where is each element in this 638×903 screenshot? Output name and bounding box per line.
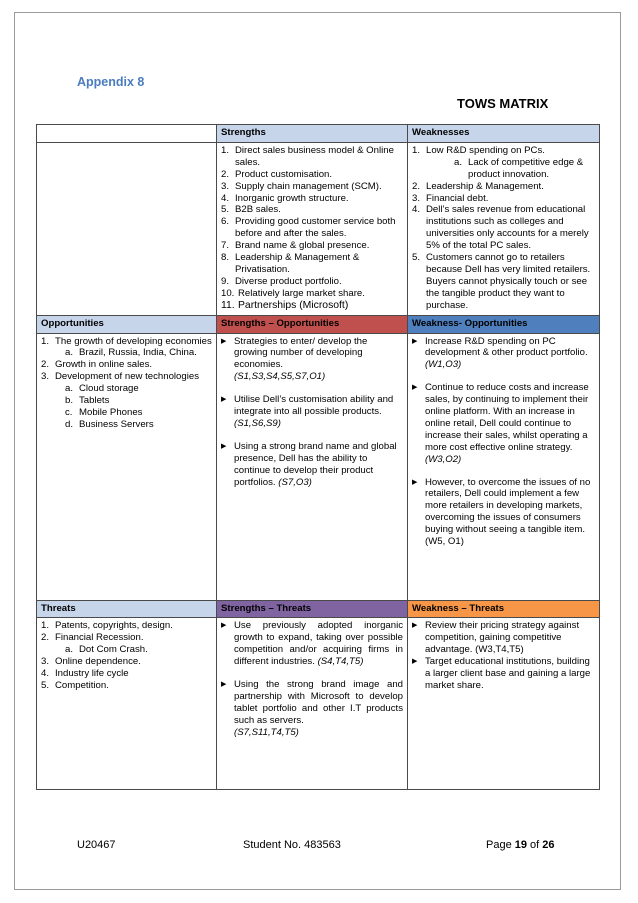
- wo-header: Weakness- Opportunities: [408, 315, 600, 333]
- list-item: 11. Partnerships (Microsoft): [221, 299, 349, 311]
- footer-page-number: Page 19 of 26: [486, 839, 555, 851]
- opportunities-header: Opportunities: [37, 315, 217, 333]
- arrow-bullet-icon: ▶: [221, 681, 227, 689]
- arrow-bullet-icon: ▶: [412, 384, 418, 392]
- bullet-item: ▶ However, to overcome the issues of no retailers, Dell could implement a few more retailers in developing markets, overcoming the issues of consumers buying without seeing a tangible item. (W5, O1): [412, 476, 591, 548]
- list-item: 3. Online dependence.: [41, 656, 141, 668]
- list-item: 1. Low R&D spending on PCs.: [412, 144, 545, 156]
- list-item: 1. Direct sales business model & Online sales.: [221, 144, 394, 168]
- list-item: 9. Diverse product portfolio.: [221, 275, 342, 287]
- sub-list-item: a. Cloud storage: [65, 383, 139, 395]
- list-item: 2. Growth in online sales.: [41, 359, 153, 371]
- list-item: 2. Leadership & Management.: [412, 180, 544, 192]
- bullet-item: ▶ Using the strong brand image and partnership with Microsoft to develop tablet portfolio and other I.T products such as servers. (S7,S11,T4,T5): [221, 679, 403, 738]
- arrow-bullet-icon: ▶: [221, 622, 227, 630]
- list-item: 5. Customers cannot go to retailers because Dell has very limited retailers. Buyers cannot physically touch or see the tangible product they want to purchase.: [412, 252, 591, 311]
- list-item: 5. B2B sales.: [221, 204, 281, 216]
- arrow-bullet-icon: ▶: [412, 658, 418, 666]
- strengths-cell: [217, 142, 408, 315]
- threats-cell: [37, 618, 217, 790]
- opportunities-cell: [37, 333, 217, 600]
- header-row-top: [37, 125, 600, 143]
- list-item: 3. Development of new technologies: [41, 371, 199, 383]
- so-cell: [217, 333, 408, 600]
- weaknesses-cell: [408, 142, 600, 315]
- sub-list-item: a. Lack of competitive edge & product innovation.: [454, 156, 584, 180]
- empty-corner-cell: [37, 125, 217, 143]
- appendix-label: Appendix 8: [77, 75, 145, 89]
- bullet-item: ▶ Using a strong brand name and global presence, Dell has the ability to continue to develop their product portfolios. (S7,O3): [221, 440, 397, 488]
- sw-content-row: [37, 142, 600, 315]
- list-item: 6. Providing good customer service both before and after the sales.: [221, 216, 396, 240]
- wt-header: Weakness – Threats: [408, 600, 600, 618]
- weaknesses-list: [412, 145, 595, 157]
- arrow-bullet-icon: ▶: [221, 442, 227, 450]
- threats-list: [41, 620, 212, 644]
- header-row-opportunities: [37, 315, 600, 333]
- footer-code: U20467: [77, 839, 116, 851]
- arrow-bullet-icon: ▶: [221, 337, 227, 345]
- list-item: 4. Dell’s sales revenue from educational institutions such as colleges and universities only accounts for a merely 5% of the total PC sales.: [412, 204, 589, 252]
- so-header: Strengths – Opportunities: [217, 315, 408, 333]
- list-item: 1. The growth of developing economies: [41, 335, 212, 347]
- arrow-bullet-icon: ▶: [221, 396, 227, 404]
- list-item: 1. Patents, copyrights, design.: [41, 620, 173, 632]
- list-item: 7. Brand name & global presence.: [221, 240, 370, 252]
- threats-list-cont: [41, 656, 212, 692]
- opportunities-list-cont: [41, 359, 212, 383]
- st-header: Strengths – Threats: [217, 600, 408, 618]
- sub-list-item: a. Brazil, Russia, India, China.: [65, 347, 197, 359]
- list-item: 3. Supply chain management (SCM).: [221, 180, 382, 192]
- wo-cell: [408, 333, 600, 600]
- sub-list-item: c. Mobile Phones: [65, 406, 143, 418]
- strengths-list: [221, 145, 403, 312]
- list-item: 2. Financial Recession.: [41, 632, 144, 644]
- bullet-item: ▶ Review their pricing strategy against competition, gaining competitive advantage. (W3,T4,T5): [412, 620, 580, 656]
- sub-list-item: a. Dot Com Crash.: [65, 644, 148, 656]
- list-item: 10. Relatively large market share.: [221, 287, 365, 299]
- sub-list-item: d. Business Servers: [65, 418, 154, 430]
- bullet-item: ▶ Utilise Dell’s customisation ability and integrate into all possible products. (S1,S6,S9): [221, 394, 394, 429]
- header-row-threats: [37, 600, 600, 618]
- weaknesses-header: Weaknesses: [408, 125, 600, 143]
- list-item: 4. Industry life cycle: [41, 668, 129, 680]
- arrow-bullet-icon: ▶: [412, 337, 418, 345]
- threats-content-row: [37, 618, 600, 790]
- tows-matrix-table: [36, 124, 600, 790]
- bullet-item: ▶ Increase R&D spending on PC development & other product portfolio. (W1,O3): [412, 335, 588, 371]
- weaknesses-list-cont: [412, 181, 595, 312]
- empty-cell: [37, 142, 217, 315]
- footer-student-number: Student No. 483563: [243, 839, 341, 851]
- strengths-header: Strengths: [217, 125, 408, 143]
- list-item: 8. Leadership & Management & Privatisation.: [221, 252, 360, 275]
- list-item: 3. Financial debt.: [412, 192, 489, 204]
- sub-list-item: b. Tablets: [65, 395, 110, 407]
- document-title: TOWS MATRIX: [457, 96, 549, 111]
- threats-header: Threats: [37, 600, 217, 618]
- arrow-bullet-icon: ▶: [412, 478, 418, 486]
- opportunities-content-row: [37, 333, 600, 600]
- list-item: 4. Inorganic growth structure.: [221, 192, 349, 204]
- list-item: 2. Product customisation.: [221, 168, 333, 180]
- wt-cell: [408, 618, 600, 790]
- opportunities-list: [41, 336, 212, 348]
- arrow-bullet-icon: ▶: [412, 622, 418, 630]
- list-item: 5. Competition.: [41, 679, 109, 691]
- bullet-item: ▶ Use previously adopted inorganic growth to expand, taking over possible competition and/or acquiring firms in different industries. (S4,T4,T5): [221, 620, 403, 668]
- bullet-item: ▶ Target educational institutions, building a larger client base and gaining a large market share.: [412, 656, 591, 691]
- bullet-item: ▶ Continue to reduce costs and increase sales, by continuing to implement their online platform. With an increase in online retail, Dell could continue to increase their sales, whilst operating a more cost effective online strategy. (W3,O2): [412, 382, 589, 465]
- st-cell: [217, 618, 408, 790]
- bullet-item: ▶ Strategies to enter/ develop the growing number of developing economies. (S1,S3,S4,S5,S7,O1): [221, 335, 368, 383]
